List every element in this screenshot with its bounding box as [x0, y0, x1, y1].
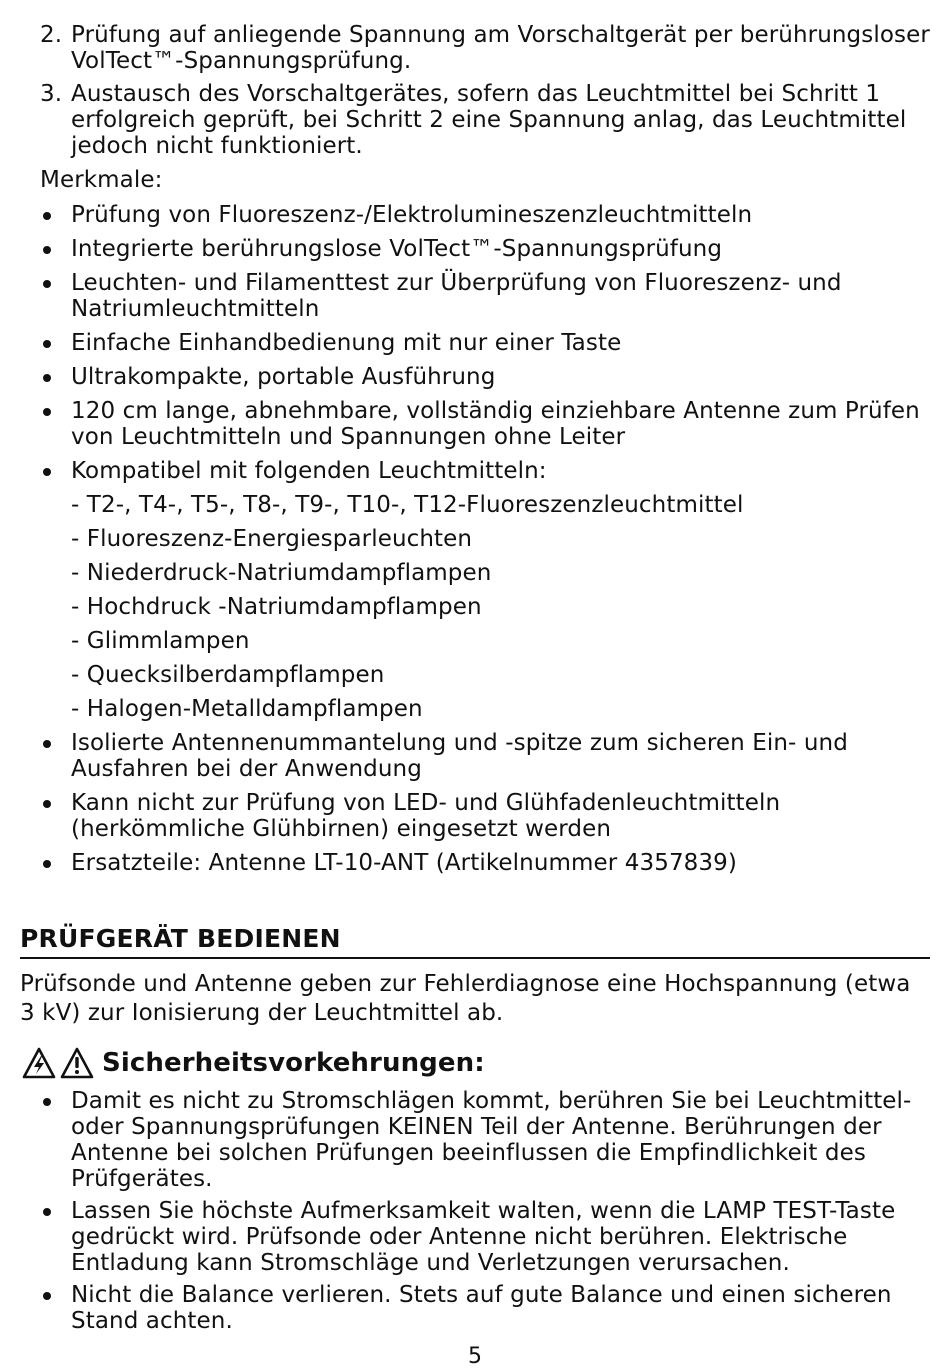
feature-text: Isolierte Antennenummantelung und -spitze zum sicheren Ein- und Ausfahren bei der Anwendung [71, 730, 848, 782]
numbered-steps [40, 22, 930, 166]
bullet-icon [43, 800, 51, 808]
compatible-lamp-item: - Hochdruck -Natriumdampflampen [71, 594, 482, 620]
safety-item [40, 1088, 935, 1192]
feature-text: Ultrakompakte, portable Ausführung [71, 364, 496, 390]
feature-text: Ersatzteile: Antenne LT-10-ANT (Artikelnummer 4357839) [71, 850, 737, 876]
feature-item [40, 730, 930, 782]
bullet-icon [43, 212, 51, 220]
bullet-icon [43, 468, 51, 476]
feature-text: 120 cm lange, abnehmbare, vollständig einziehbare Antenne zum Prüfen von Leuchtmitteln und Spannungen ohne Leiter [71, 398, 920, 450]
feature-text: Integrierte berührungslose VolTect™-Spannungsprüfung [71, 236, 723, 262]
feature-text: Kann nicht zur Prüfung von LED- und Glühfadenleuchtmitteln (herkömmliche Glühbirnen) eingesetzt werden [71, 790, 781, 842]
compatible-lamp-item: - T2-, T4-, T5-, T8-, T9-, T10-, T12-Fluoreszenzleuchtmittel [71, 492, 744, 518]
step-number: 2. [40, 22, 63, 48]
bullet-icon [43, 1292, 51, 1300]
feature-item [40, 364, 930, 390]
feature-item [40, 270, 930, 322]
bullet-icon [43, 1208, 51, 1216]
feature-item [40, 790, 930, 842]
step-text: Austausch des Vorschaltgerätes, sofern das Leuchtmittel bei Schritt 1 erfolgreich geprüft, bei Schritt 2 eine Spannung anlag, das Leuchtmittel jedoch nicht funktioniert. [71, 81, 907, 159]
bullet-icon [43, 740, 51, 748]
compatible-lamp-item: - Quecksilberdampflampen [71, 662, 385, 688]
bullet-icon [43, 374, 51, 382]
page-number: 5 [468, 1344, 482, 1369]
safety-title: Sicherheitsvorkehrungen: [102, 1048, 485, 1078]
compatible-lamp-item: - Halogen-Metalldampflampen [71, 696, 423, 722]
compatible-lamp-item: - Glimmlampen [71, 628, 250, 654]
feature-item [40, 398, 930, 450]
safety-item [40, 1198, 935, 1276]
safety-list [40, 1088, 935, 1340]
feature-text: Prüfung von Fluoreszenz-/Elektrolumineszenzleuchtmitteln [71, 202, 753, 228]
step-number: 3. [40, 81, 63, 107]
compatible-lamp-item: - Niederdruck-Natriumdampflampen [71, 560, 492, 586]
feature-text: Leuchten- und Filamenttest zur Überprüfung von Fluoreszenz- und Natriumleuchtmitteln [71, 270, 842, 322]
safety-heading [22, 1046, 485, 1080]
warning-icon [60, 1047, 94, 1079]
feature-item [40, 330, 930, 356]
feature-text: Kompatibel mit folgenden Leuchtmitteln: [71, 458, 547, 484]
features-label: Merkmale: [40, 167, 163, 193]
bullet-icon [43, 1098, 51, 1106]
section-intro: Prüfsonde und Antenne geben zur Fehlerdiagnose eine Hochspannung (etwa 3 kV) zur Ionisierung der Leuchtmittel ab. [20, 971, 911, 1026]
feature-text: Einfache Einhandbedienung mit nur einer Taste [71, 330, 622, 356]
step-item [40, 22, 930, 74]
safety-text: Nicht die Balance verlieren. Stets auf gute Balance und einen sicheren Stand achten. [71, 1282, 892, 1334]
bullet-icon [43, 408, 51, 416]
feature-item [40, 850, 930, 876]
bullet-icon [43, 280, 51, 288]
step-item [40, 81, 930, 159]
bullet-icon [43, 340, 51, 348]
safety-text: Damit es nicht zu Stromschlägen kommt, berühren Sie bei Leuchtmittel- oder Spannungsprüfungen KEINEN Teil der Antenne. Berührungen der Antenne bei solchen Prüfungen beeinflussen die Empfindlichkeit des Prüfgerätes. [71, 1088, 912, 1192]
compatible-lamps-list [71, 492, 930, 722]
feature-item [40, 236, 930, 262]
feature-item [40, 458, 930, 722]
feature-item [40, 202, 930, 228]
safety-text: Lassen Sie höchste Aufmerksamkeit walten, wenn die LAMP TEST-Taste gedrückt wird. Prüfsonde oder Antenne nicht berühren. Elektrische Entladung kann Stromschläge und Verletzungen verursachen. [71, 1198, 896, 1276]
safety-item [40, 1282, 935, 1334]
features-list [40, 202, 930, 884]
bullet-icon [43, 860, 51, 868]
electric-shock-warning-icon [22, 1047, 56, 1079]
bullet-icon [43, 246, 51, 254]
section-heading: PRÜFGERÄT BEDIENEN [20, 924, 930, 959]
step-text: Prüfung auf anliegende Spannung am Vorschaltgerät per berührungsloser VolTect™-Spannungsprüfung. [71, 22, 930, 74]
compatible-lamp-item: - Fluoreszenz-Energiesparleuchten [71, 526, 473, 552]
